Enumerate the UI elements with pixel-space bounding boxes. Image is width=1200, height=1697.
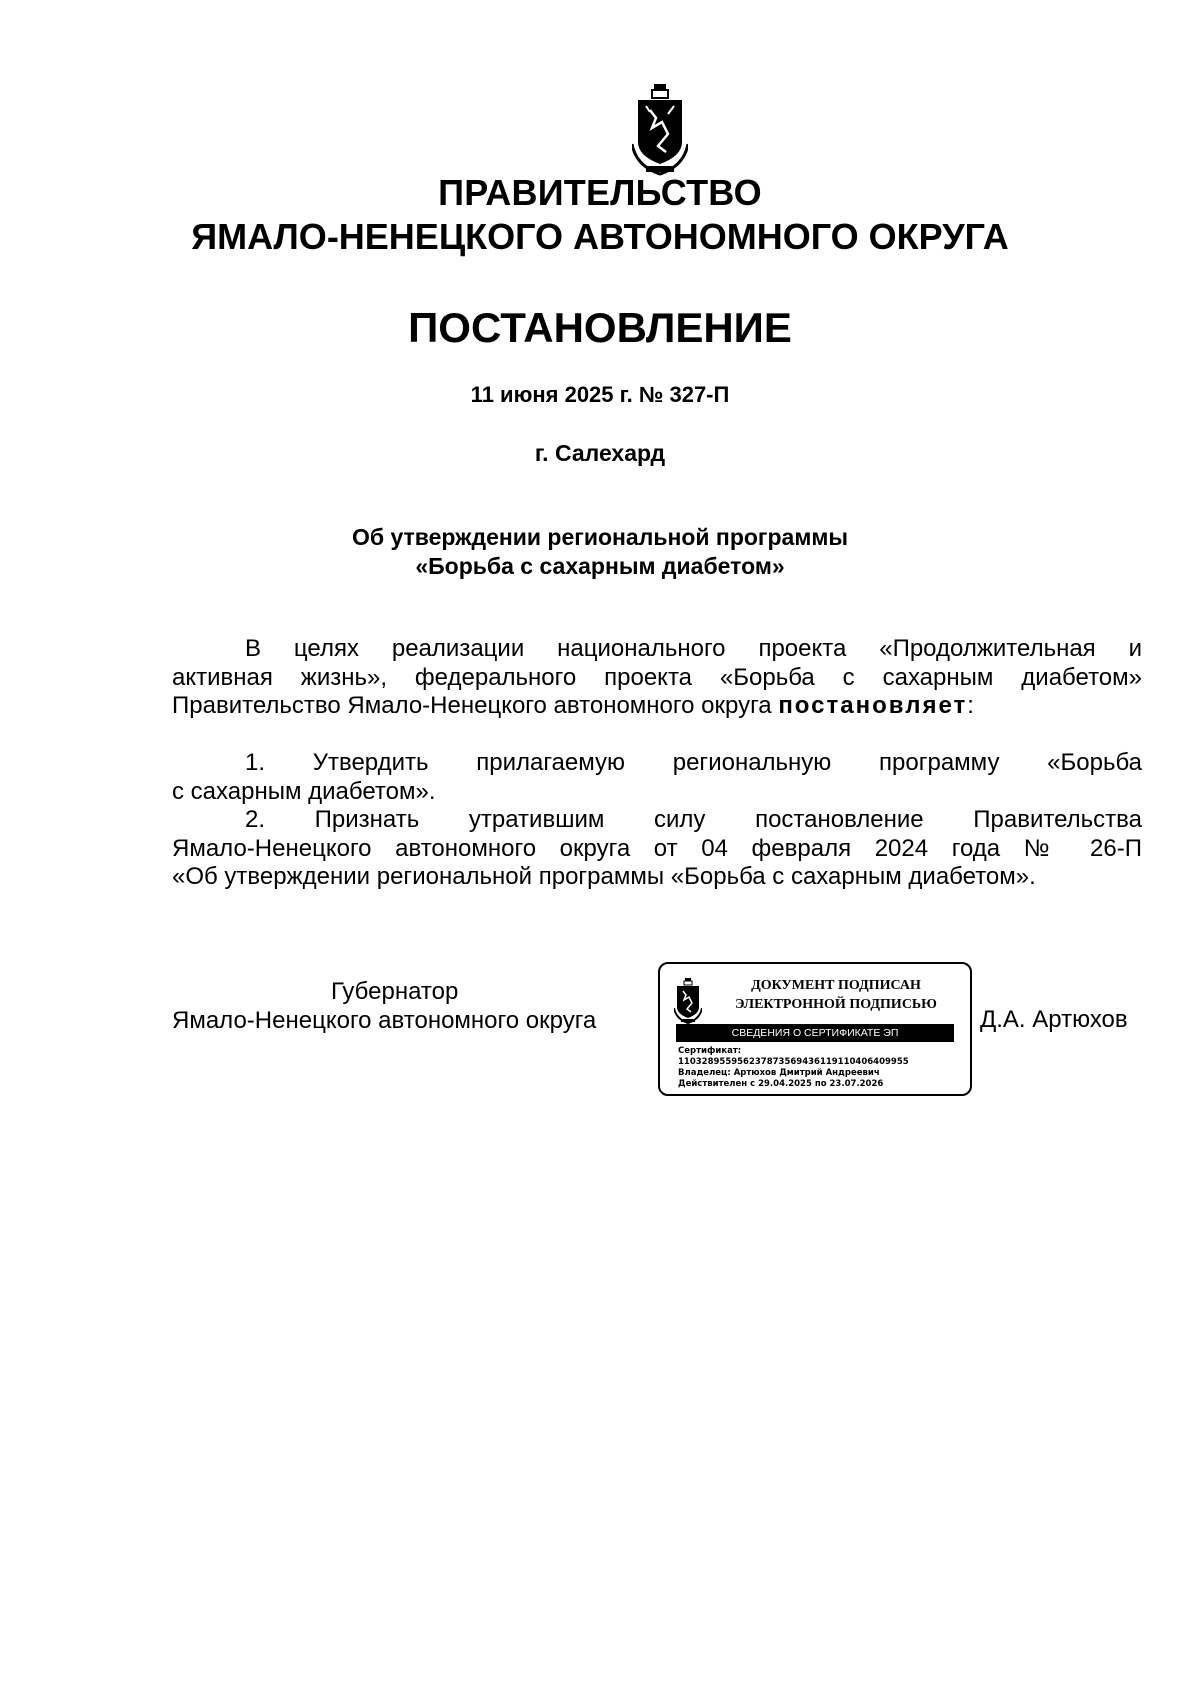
stamp-certificate-label: Сертификат: (678, 1046, 742, 1056)
item-line: 2. Признать утратившим силу постановление Правительства (245, 806, 1142, 833)
item-line: с сахарным диабетом». (172, 777, 436, 805)
government-title: ПРАВИТЕЛЬСТВО (438, 172, 762, 213)
item-line: «Об утверждении региональной программы «Борьба с сахарным диабетом». (172, 863, 1036, 890)
coat-of-arms-icon (674, 978, 702, 1024)
stamp-title-line-1: ДОКУМЕНТ ПОДПИСАН (751, 978, 921, 993)
region-title: ЯМАЛО-НЕНЕЦКОГО АВТОНОМНОГО ОКРУГА (191, 216, 1009, 257)
intro-line: В целях реализации национального проекта «Продолжительная и (245, 635, 1142, 662)
document-date-number: 11 июня 2025 г. № 327-П (470, 382, 730, 407)
stamp-owner: Владелец: Артюхов Дмитрий Андреевич (678, 1068, 880, 1078)
electronic-signature-stamp (658, 962, 972, 1096)
item-line: Ямало-Ненецкого автономного округа от 04 февраля 2024 года № 26-П (172, 834, 1142, 862)
stamp-validity: Действителен с 29.04.2025 по 23.07.2026 (678, 1079, 884, 1089)
signer-title-line-2: Ямало-Ненецкого автономного округа (172, 1006, 597, 1034)
intro-colon: : (967, 692, 974, 719)
intro-paragraph (172, 635, 1142, 721)
item-2 (172, 806, 1142, 892)
stamp-certificate-number: 110328955956237873569436119110406409955 (678, 1057, 909, 1067)
stamp-title-line-2: ЭЛЕКТРОННОЙ ПОДПИСЬЮ (735, 997, 937, 1012)
document-city: г. Салехард (534, 440, 666, 466)
coat-of-arms-icon (632, 84, 688, 176)
item-1 (172, 749, 1142, 806)
subject-line-2: «Борьба с сахарным диабетом» (415, 553, 785, 579)
intro-text: Правительство Ямало-Ненецкого автономного округа (172, 692, 779, 719)
signer-name: Д.А. Артюхов (980, 1006, 1128, 1033)
item-line: 1. Утвердить прилагаемую региональную программу «Борьба (245, 749, 1142, 776)
subject-line-1: Об утверждении региональной программы (351, 524, 849, 550)
signer-title-line-1: Губернатор (331, 978, 459, 1005)
stamp-certificate-header: СВЕДЕНИЯ О СЕРТИФИКАТЕ ЭП (676, 1024, 954, 1042)
document-type: ПОСТАНОВЛЕНИЕ (408, 304, 792, 351)
signer-title (172, 978, 596, 1035)
resolution-keyword: постановляет (778, 692, 968, 719)
intro-line (172, 692, 1142, 721)
intro-line: активная жизнь», федерального проекта «Борьба с сахарным диабетом» (172, 663, 1142, 691)
